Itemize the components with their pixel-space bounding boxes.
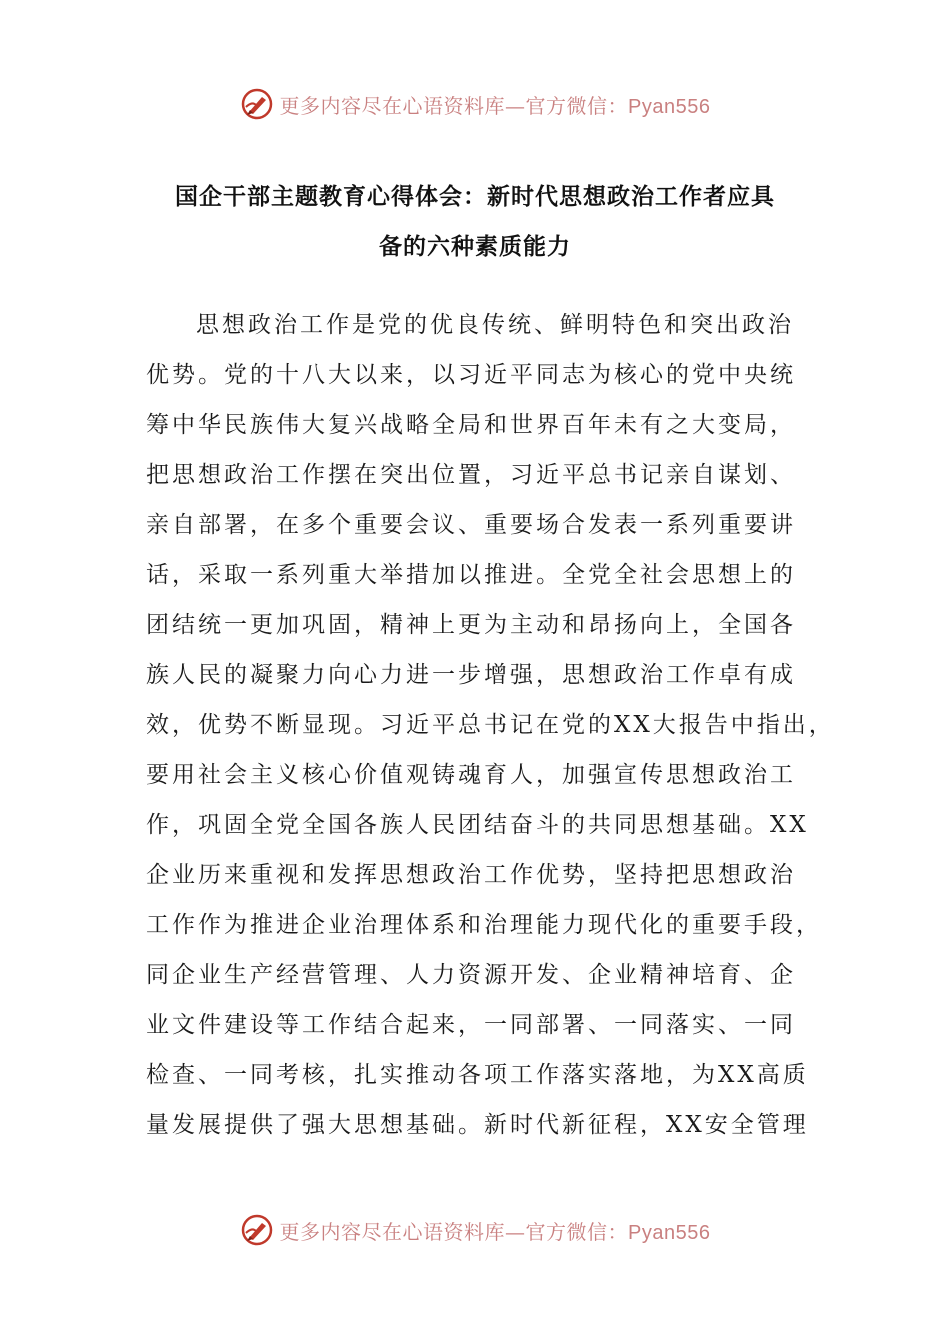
body-line: 业文件建设等工作结合起来，一同部署、一同落实、一同 xyxy=(146,1012,796,1038)
body-line: 企业历来重视和发挥思想政治工作优势，坚持把思想政治 xyxy=(146,862,796,888)
body-line: 亲自部署，在多个重要会议、重要场合发表一系列重要讲 xyxy=(146,512,796,538)
body-line: 话，采取一系列重大举措加以推进。全党全社会思想上的 xyxy=(146,562,796,588)
body-line: 把思想政治工作摆在突出位置，习近平总书记亲自谋划、 xyxy=(146,462,796,488)
body-line: 团结统一更加巩固，精神上更为主动和昂扬向上，全国各 xyxy=(146,612,796,638)
body-line: 优势。党的十八大以来，以习近平同志为核心的党中央统 xyxy=(146,362,796,388)
header-banner xyxy=(0,84,950,124)
body-line: 量发展提供了强大思想基础。新时代新征程，XX安全管理 xyxy=(146,1112,809,1138)
footer-wechat-id: Pyan556 xyxy=(628,1221,711,1244)
footer-banner-text xyxy=(280,1216,711,1245)
header-wechat-id: Pyan556 xyxy=(628,95,711,118)
document-title-line-2: 备的六种素质能力 xyxy=(379,234,571,260)
header-banner-text xyxy=(280,90,711,119)
header-banner-label: 更多内容尽在心语资料库—官方微信： xyxy=(279,93,629,118)
document-body xyxy=(146,300,835,1150)
body-line: 要用社会主义核心价值观铸魂育人，加强宣传思想政治工 xyxy=(146,762,796,788)
pen-nib-logo-icon xyxy=(240,1213,274,1247)
body-line: 工作作为推进企业治理体系和治理能力现代化的重要手段， xyxy=(146,912,822,938)
body-line: 检查、一同考核，扎实推动各项工作落实落地，为XX高质 xyxy=(146,1062,809,1088)
body-line: 效，优势不断显现。习近平总书记在党的XX大报告中指出， xyxy=(146,712,835,738)
body-line: 思想政治工作是党的优良传统、鲜明特色和突出政治 xyxy=(196,312,794,338)
footer-banner xyxy=(0,1210,950,1250)
pen-nib-logo-icon xyxy=(240,87,274,121)
body-line: 同企业生产经营管理、人力资源开发、企业精神培育、企 xyxy=(146,962,796,988)
body-line: 作，巩固全党全国各族人民团结奋斗的共同思想基础。XX xyxy=(146,812,809,838)
document-title-line-1: 国企干部主题教育心得体会：新时代思想政治工作者应具 xyxy=(175,184,775,210)
body-line: 筹中华民族伟大复兴战略全局和世界百年未有之大变局， xyxy=(146,412,796,438)
body-line: 族人民的凝聚力向心力进一步增强，思想政治工作卓有成 xyxy=(146,662,796,688)
footer-banner-label: 更多内容尽在心语资料库—官方微信： xyxy=(279,1219,629,1244)
